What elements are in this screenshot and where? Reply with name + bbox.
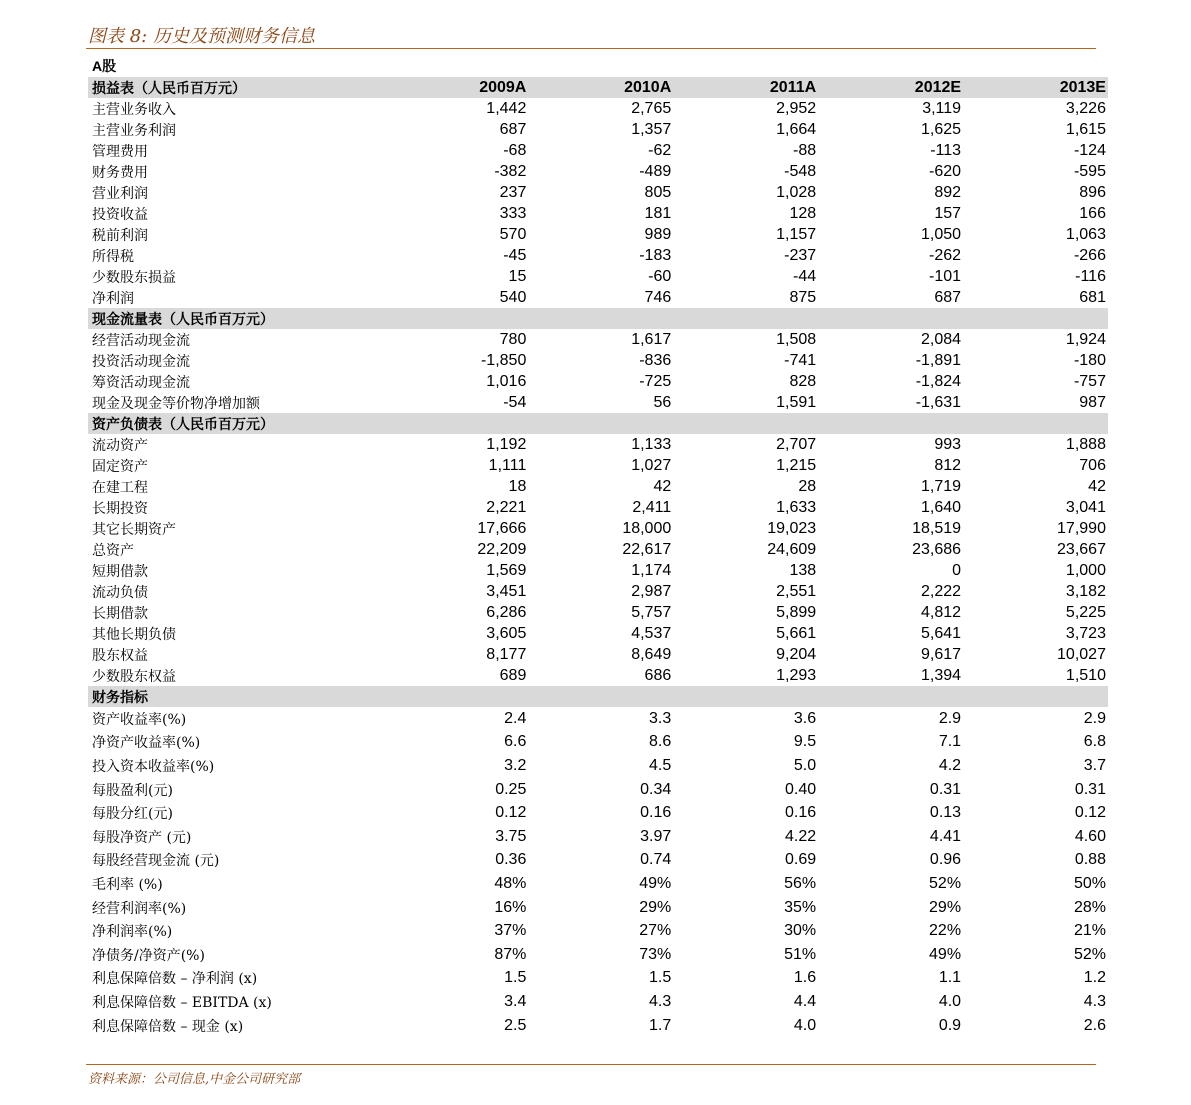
value-cell: 56% — [784, 874, 817, 892]
value-cell: 1,133 — [631, 435, 672, 453]
row-label: 主营业务收入 — [92, 101, 176, 118]
column-header: 2012E — [914, 78, 962, 96]
row-label: 利息保障倍数 – 现金 (x) — [92, 1018, 244, 1035]
row-label: 净资产收益率(%) — [92, 735, 201, 752]
table-row — [88, 434, 1108, 455]
value-cell: 19,023 — [767, 519, 817, 537]
value-cell: 237 — [499, 183, 527, 201]
value-cell: 2.6 — [1083, 1016, 1106, 1034]
value-cell: -54 — [503, 393, 527, 411]
value-cell: 5,661 — [776, 624, 817, 642]
row-label: 其它长期资产 — [92, 521, 176, 538]
value-cell: -620 — [929, 162, 962, 180]
section-title: 损益表（人民币百万元） — [92, 80, 246, 97]
value-cell: 570 — [499, 225, 527, 243]
value-cell: 29% — [929, 898, 962, 916]
value-cell: 805 — [644, 183, 672, 201]
value-cell: -88 — [793, 141, 817, 159]
table-row — [88, 644, 1108, 665]
value-cell: 989 — [644, 225, 672, 243]
value-cell: 30% — [784, 922, 817, 940]
column-header: 2013E — [1059, 78, 1106, 96]
value-cell: 1,028 — [776, 183, 817, 201]
value-cell: 1,442 — [486, 99, 527, 117]
value-cell: 18 — [508, 477, 527, 495]
value-cell: 0.36 — [495, 851, 527, 869]
table-row — [88, 707, 1108, 731]
value-cell: 29% — [639, 898, 672, 916]
table-row — [88, 329, 1108, 350]
value-cell: 2,222 — [921, 582, 962, 600]
value-cell: 8,649 — [631, 645, 672, 663]
value-cell: 2.9 — [938, 709, 962, 727]
row-label: 管理费用 — [92, 143, 148, 160]
value-cell: 9,617 — [921, 645, 962, 663]
value-cell: 1.1 — [938, 969, 962, 987]
value-cell: 3,226 — [1065, 99, 1106, 117]
value-cell: 28% — [1073, 898, 1106, 916]
table-row — [88, 224, 1108, 245]
row-label: 长期借款 — [92, 605, 148, 622]
table-row — [88, 539, 1108, 560]
value-cell: -180 — [1073, 351, 1106, 369]
value-cell: 50% — [1073, 874, 1106, 892]
value-cell: -101 — [929, 267, 962, 285]
value-cell: 681 — [1079, 288, 1106, 306]
table-row — [88, 581, 1108, 602]
table-row — [88, 990, 1108, 1014]
value-cell: 1,157 — [776, 225, 817, 243]
row-label: 每股经营现金流 (元) — [92, 853, 220, 870]
table-row — [88, 665, 1108, 686]
value-cell: 51% — [784, 945, 817, 963]
value-cell: 3,041 — [1065, 498, 1106, 516]
table-row — [88, 825, 1108, 849]
value-cell: 22% — [929, 922, 962, 940]
value-cell: 42 — [1088, 477, 1106, 495]
table-row — [88, 203, 1108, 224]
value-cell: 24,609 — [767, 540, 817, 558]
value-cell: 2.4 — [504, 709, 527, 727]
table-row — [88, 872, 1108, 896]
value-cell: -595 — [1073, 162, 1106, 180]
value-cell: 2.5 — [504, 1016, 527, 1034]
figure-title: 图表 8: 历史及预测财务信息 — [88, 26, 315, 47]
value-cell: 896 — [1079, 183, 1106, 201]
value-cell: 0.34 — [640, 780, 672, 798]
row-label: 资产收益率(%) — [92, 711, 187, 728]
share-class-label: A股 — [92, 58, 117, 74]
value-cell: 4.4 — [793, 992, 817, 1010]
value-cell: 8.6 — [649, 733, 672, 751]
row-label: 利息保障倍数 – EBITDA (x) — [92, 994, 272, 1011]
value-cell: 37% — [494, 922, 527, 940]
value-cell: 6.8 — [1083, 733, 1106, 751]
value-cell: 52% — [1073, 945, 1106, 963]
value-cell: 1,633 — [776, 498, 817, 516]
value-cell: 3,182 — [1065, 582, 1106, 600]
value-cell: 18,519 — [912, 519, 962, 537]
value-cell: 0.96 — [929, 851, 962, 869]
table-row — [88, 1014, 1108, 1038]
value-cell: 2,765 — [631, 99, 672, 117]
table-row — [88, 919, 1108, 943]
value-cell: 2,551 — [776, 582, 817, 600]
row-label: 投资活动现金流 — [92, 353, 190, 370]
table-row — [88, 287, 1108, 308]
value-cell: 4,537 — [631, 624, 672, 642]
value-cell: 2.9 — [1083, 709, 1106, 727]
value-cell: 1.7 — [649, 1016, 672, 1034]
value-cell: 3,723 — [1065, 624, 1106, 642]
value-cell: 4.22 — [785, 827, 817, 845]
value-cell: -68 — [503, 141, 527, 159]
value-cell: 0.40 — [785, 780, 817, 798]
value-cell: 56 — [653, 393, 672, 411]
value-cell: 4.41 — [929, 827, 962, 845]
table-row — [88, 849, 1108, 873]
table-row — [88, 455, 1108, 476]
value-cell: 540 — [499, 288, 527, 306]
table-row — [88, 161, 1108, 182]
section-title: 资产负债表（人民币百万元） — [92, 416, 274, 433]
value-cell: 0.13 — [929, 804, 962, 822]
row-label: 税前利润 — [92, 227, 148, 244]
value-cell: 1.2 — [1083, 969, 1106, 987]
table-row — [88, 245, 1108, 266]
value-cell: 35% — [784, 898, 817, 916]
value-cell: 4.2 — [938, 756, 962, 774]
value-cell: -60 — [648, 267, 672, 285]
row-label: 每股分红(元) — [92, 806, 173, 823]
table-row — [88, 266, 1108, 287]
value-cell: 6.6 — [504, 733, 527, 751]
table-row — [88, 140, 1108, 161]
value-cell: -124 — [1073, 141, 1106, 159]
section-header — [88, 77, 1108, 98]
value-cell: 1,111 — [488, 456, 527, 474]
row-label: 财务费用 — [92, 164, 148, 181]
value-cell: 1,063 — [1065, 225, 1106, 243]
value-cell: 0.12 — [1074, 804, 1106, 822]
value-cell: -266 — [1073, 246, 1106, 264]
value-cell: 3,451 — [486, 582, 527, 600]
table-row — [88, 371, 1108, 392]
value-cell: 5,225 — [1065, 603, 1106, 621]
row-label: 经营利润率(%) — [92, 900, 187, 917]
value-cell: 0 — [952, 561, 962, 579]
row-label: 营业利润 — [92, 185, 148, 202]
value-cell: 157 — [934, 204, 962, 222]
value-cell: 49% — [639, 874, 672, 892]
value-cell: 17,666 — [477, 519, 527, 537]
row-label: 固定资产 — [92, 458, 148, 475]
row-label: 净债务/净资产(%) — [92, 947, 205, 964]
table-row — [88, 476, 1108, 497]
value-cell: -1,850 — [480, 351, 527, 369]
value-cell: 4.5 — [649, 756, 672, 774]
table-row — [88, 754, 1108, 778]
value-cell: 1,050 — [921, 225, 962, 243]
value-cell: 1,664 — [776, 120, 817, 138]
value-cell: 4.3 — [1083, 992, 1106, 1010]
value-cell: 23,667 — [1057, 540, 1106, 558]
value-cell: 9,204 — [776, 645, 817, 663]
row-label: 投入资本收益率(%) — [92, 758, 215, 775]
value-cell: 73% — [639, 945, 672, 963]
value-cell: 1,357 — [631, 120, 672, 138]
section-header — [88, 686, 1108, 707]
value-cell: 15 — [508, 267, 527, 285]
title-divider — [86, 48, 1096, 49]
value-cell: 18,000 — [622, 519, 672, 537]
value-cell: 52% — [929, 874, 962, 892]
table-row — [88, 182, 1108, 203]
value-cell: 993 — [934, 435, 962, 453]
value-cell: 875 — [789, 288, 817, 306]
value-cell: -741 — [784, 351, 817, 369]
table-row — [88, 896, 1108, 920]
value-cell: 1,394 — [921, 666, 962, 684]
value-cell: 892 — [934, 183, 962, 201]
value-cell: 6,286 — [486, 603, 527, 621]
value-cell: 28 — [798, 477, 817, 495]
value-cell: -116 — [1075, 267, 1106, 285]
value-cell: 1,510 — [1065, 666, 1106, 684]
value-cell: -382 — [494, 162, 527, 180]
section-title: 财务指标 — [92, 689, 148, 706]
row-label: 所得税 — [92, 248, 134, 265]
value-cell: 0.9 — [938, 1016, 962, 1034]
column-header: 2010A — [624, 78, 672, 96]
value-cell: 1,293 — [776, 666, 817, 684]
value-cell: 5.0 — [793, 756, 817, 774]
row-label: 少数股东权益 — [92, 668, 176, 685]
value-cell: -757 — [1073, 372, 1106, 390]
value-cell: 686 — [644, 666, 672, 684]
value-cell: -489 — [639, 162, 672, 180]
value-cell: 1,625 — [921, 120, 962, 138]
value-cell: -548 — [784, 162, 817, 180]
value-cell: 0.69 — [785, 851, 817, 869]
value-cell: 1,615 — [1065, 120, 1106, 138]
value-cell: 1,027 — [631, 456, 672, 474]
value-cell: 780 — [499, 330, 527, 348]
value-cell: -1,891 — [915, 351, 962, 369]
value-cell: 3.7 — [1083, 756, 1106, 774]
table-row — [88, 98, 1108, 119]
column-header: 2009A — [479, 78, 527, 96]
row-label: 流动资产 — [92, 437, 148, 454]
value-cell: 1,719 — [921, 477, 962, 495]
value-cell: 3.97 — [640, 827, 672, 845]
value-cell: 49% — [929, 945, 962, 963]
row-label: 股东权益 — [92, 647, 148, 664]
row-label: 投资收益 — [92, 206, 148, 223]
value-cell: -44 — [793, 267, 817, 285]
value-cell: -45 — [503, 246, 527, 264]
value-cell: 1.5 — [649, 969, 672, 987]
value-cell: 4.0 — [793, 1016, 817, 1034]
table-row — [88, 731, 1108, 755]
value-cell: -1,824 — [915, 372, 962, 390]
table-row — [88, 967, 1108, 991]
value-cell: 16% — [494, 898, 527, 916]
value-cell: 1,000 — [1065, 561, 1106, 579]
value-cell: 812 — [934, 456, 962, 474]
value-cell: -237 — [784, 246, 817, 264]
value-cell: 5,641 — [921, 624, 962, 642]
value-cell: 138 — [789, 561, 817, 579]
value-cell: 687 — [934, 288, 962, 306]
value-cell: 1,888 — [1065, 435, 1106, 453]
value-cell: 4,812 — [921, 603, 962, 621]
value-cell: 48% — [494, 874, 527, 892]
table-row — [88, 602, 1108, 623]
row-label: 流动负债 — [92, 584, 148, 601]
value-cell: 17,990 — [1057, 519, 1106, 537]
row-label: 利息保障倍数 – 净利润 (x) — [92, 971, 258, 988]
value-cell: 87% — [494, 945, 527, 963]
value-cell: 333 — [499, 204, 527, 222]
value-cell: 3.75 — [495, 827, 527, 845]
row-label: 总资产 — [92, 542, 134, 559]
table-row — [88, 497, 1108, 518]
value-cell: 5,757 — [631, 603, 672, 621]
value-cell: 689 — [499, 666, 527, 684]
value-cell: 7.1 — [938, 733, 962, 751]
value-cell: 2,987 — [631, 582, 672, 600]
value-cell: 22,617 — [622, 540, 672, 558]
value-cell: 987 — [1079, 393, 1106, 411]
value-cell: 0.12 — [495, 804, 527, 822]
table-row — [88, 778, 1108, 802]
row-label: 经营活动现金流 — [92, 332, 190, 349]
value-cell: 3.4 — [504, 992, 527, 1010]
value-cell: 0.16 — [640, 804, 672, 822]
value-cell: 1,591 — [776, 393, 817, 411]
value-cell: 706 — [1079, 456, 1106, 474]
value-cell: 1,016 — [486, 372, 527, 390]
value-cell: 4.60 — [1074, 827, 1106, 845]
value-cell: 1,924 — [1065, 330, 1106, 348]
value-cell: 3,119 — [922, 99, 962, 117]
value-cell: -62 — [648, 141, 672, 159]
row-label: 短期借款 — [92, 563, 148, 580]
value-cell: 22,209 — [477, 540, 527, 558]
value-cell: 1,617 — [631, 330, 672, 348]
value-cell: 0.31 — [1074, 780, 1106, 798]
row-label: 在建工程 — [92, 479, 148, 496]
row-label: 少数股东损益 — [92, 269, 176, 286]
table-row — [88, 392, 1108, 413]
row-label: 现金及现金等价物净增加额 — [92, 395, 260, 412]
value-cell: 4.0 — [938, 992, 962, 1010]
value-cell: 2,084 — [921, 330, 962, 348]
value-cell: 21% — [1073, 922, 1106, 940]
value-cell: 10,027 — [1057, 645, 1106, 663]
row-label: 毛利率 (%) — [92, 876, 163, 893]
section-header — [88, 413, 1108, 434]
table-row — [88, 518, 1108, 539]
value-cell: 0.31 — [929, 780, 962, 798]
value-cell: 0.25 — [495, 780, 527, 798]
value-cell: 1,508 — [776, 330, 817, 348]
value-cell: -262 — [929, 246, 962, 264]
row-label: 其他长期负债 — [92, 626, 176, 643]
row-label: 主营业务利润 — [92, 122, 176, 139]
value-cell: -183 — [639, 246, 672, 264]
value-cell: 2,952 — [776, 99, 817, 117]
value-cell: 181 — [644, 204, 672, 222]
value-cell: 828 — [789, 372, 817, 390]
column-header: 2011A — [769, 78, 817, 96]
value-cell: 2,707 — [776, 435, 817, 453]
value-cell: 2,411 — [632, 498, 672, 516]
value-cell: 1.5 — [504, 969, 527, 987]
row-label: 每股净资产 (元) — [92, 829, 192, 846]
value-cell: 2,221 — [486, 498, 527, 516]
footer-divider — [86, 1064, 1096, 1065]
table-row — [88, 350, 1108, 371]
section-header — [88, 308, 1108, 329]
value-cell: 1,640 — [921, 498, 962, 516]
value-cell: -113 — [930, 141, 962, 159]
value-cell: 0.88 — [1074, 851, 1106, 869]
value-cell: 3.6 — [793, 709, 817, 727]
value-cell: 687 — [499, 120, 527, 138]
financial-table — [88, 77, 1108, 1037]
row-label: 净利润率(%) — [92, 924, 173, 941]
value-cell: 3,605 — [486, 624, 527, 642]
value-cell: -1,631 — [915, 393, 962, 411]
value-cell: 3.3 — [649, 709, 672, 727]
value-cell: 1,569 — [486, 561, 527, 579]
value-cell: 27% — [639, 922, 672, 940]
value-cell: 1,174 — [631, 561, 672, 579]
table-row — [88, 943, 1108, 967]
value-cell: 5,899 — [776, 603, 817, 621]
value-cell: 0.16 — [785, 804, 817, 822]
value-cell: 1.6 — [793, 969, 817, 987]
value-cell: 8,177 — [486, 645, 527, 663]
value-cell: 746 — [644, 288, 672, 306]
row-label: 每股盈利(元) — [92, 782, 173, 799]
row-label: 长期投资 — [92, 500, 148, 517]
value-cell: -725 — [639, 372, 672, 390]
value-cell: 0.74 — [640, 851, 672, 869]
value-cell: 166 — [1079, 204, 1106, 222]
table-row — [88, 801, 1108, 825]
row-label: 筹资活动现金流 — [92, 374, 190, 391]
section-title: 现金流量表（人民币百万元） — [92, 311, 274, 328]
row-label: 净利润 — [92, 290, 134, 307]
value-cell: -836 — [639, 351, 672, 369]
value-cell: 4.3 — [649, 992, 672, 1010]
table-row — [88, 623, 1108, 644]
value-cell: 128 — [789, 204, 817, 222]
table-row — [88, 560, 1108, 581]
value-cell: 1,192 — [486, 435, 527, 453]
source-note: 资料来源：公司信息,中金公司研究部 — [88, 1072, 301, 1087]
value-cell: 23,686 — [912, 540, 962, 558]
value-cell: 42 — [653, 477, 672, 495]
value-cell: 1,215 — [776, 456, 817, 474]
table-row — [88, 119, 1108, 140]
value-cell: 3.2 — [504, 756, 527, 774]
value-cell: 9.5 — [793, 733, 817, 751]
